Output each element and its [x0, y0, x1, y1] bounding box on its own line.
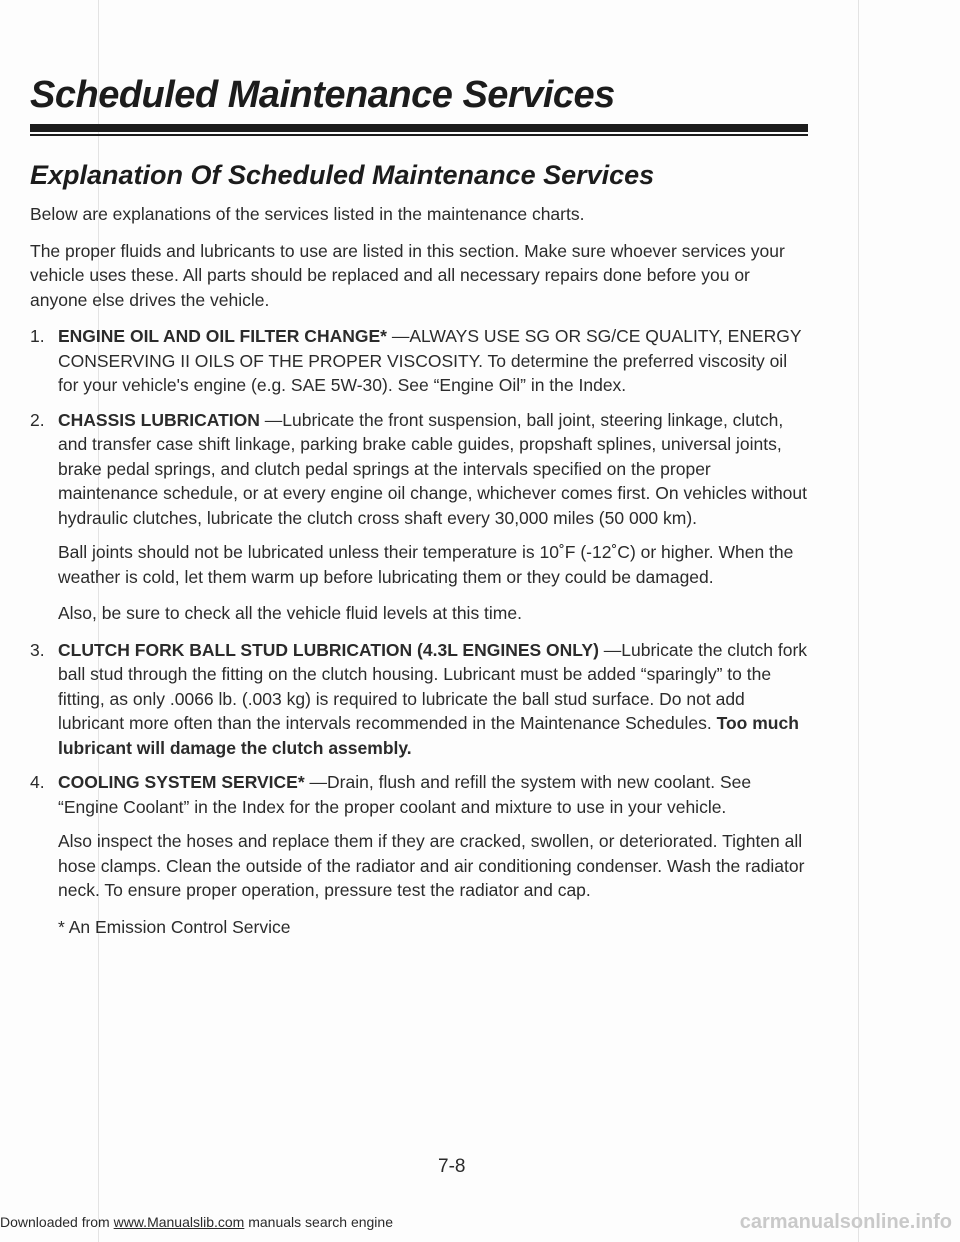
item-text: —Lubricate the clutch fork ball stud through the fitting on the clutch housing. Lubricant must be added “sparingly” to the fitting, as only .0066 lb. (.003 kg) is required to lubricate the ball stud surface. Do not add lubricant more often than the intervals recommended in the Maintenance Schedules.: [58, 639, 808, 733]
item-number: 1.: [30, 326, 45, 346]
manualslib-link[interactable]: www.Manualslib.com: [113, 1214, 245, 1230]
footnote: * An Emission Control Service: [58, 916, 291, 937]
list-item: [30, 638, 810, 761]
intro-paragraph: Below are explanations of the services listed in the maintenance charts.: [30, 204, 585, 224]
item-text: —Lubricate the front suspension, ball joint, steering linkage, clutch, and transfer case shift linkage, parking brake cable guides, propshaft splines, universal joints, brake pedal springs, and clutch pedal springs at the intervals specified on the proper maintenance schedule, or at every engine oil change, whichever comes first. On vehicles without hydraulic clutches, lubricate the clutch cross shaft every 30,000 miles (50 000 km).: [58, 409, 808, 528]
item-paragraph: Ball joints should not be lubricated unless their temperature is 10˚F (-12˚C) or higher. When the weather is cold, let them warm up before lubricating them or they could be damaged.: [58, 542, 794, 587]
item-text: —ALWAYS USE SG OR SG/CE QUALITY, ENERGY CONSERVING II OILS OF THE PROPER VISCOSITY. To determine the preferred viscosity oil for your vehicle's engine (e.g. SAE 5W-30). See “Engine Oil” in the Index.: [58, 326, 802, 395]
page-header-title: Scheduled Maintenance Services: [30, 74, 615, 116]
item-heading: CLUTCH FORK BALL STUD LUBRICATION (4.3L ENGINES ONLY): [58, 639, 599, 660]
header-rule-thick: [30, 124, 808, 132]
item-paragraph: Also inspect the hoses and replace them if they are cracked, swollen, or deteriorated. Tighten all hose clamps. Clean the outside of the radiator and air conditioning condenser. Wash the radiator neck. To ensure proper operation, pressure test the radiator and cap.: [58, 831, 805, 900]
watermark-prefix: Downloaded from: [0, 1214, 114, 1230]
page-number: 7-8: [438, 1156, 466, 1177]
section-title: Explanation Of Scheduled Maintenance Services: [30, 160, 655, 190]
list-item: [30, 324, 810, 398]
site-watermark: carmanualsonline.info: [739, 1211, 952, 1233]
list-item: [30, 770, 810, 819]
item-number: 2.: [30, 409, 45, 430]
download-watermark: [0, 1214, 393, 1230]
watermark-suffix: manuals search engine: [244, 1214, 393, 1230]
item-heading: CHASSIS LUBRICATION: [58, 409, 260, 430]
page-edge-line: [858, 0, 859, 1242]
body-content: [30, 202, 810, 951]
item-number: 4.: [30, 772, 45, 792]
header-rule-thin: [30, 134, 808, 136]
item-heading: COOLING SYSTEM SERVICE*: [58, 772, 305, 792]
item-text: —Drain, flush and refill the system with new coolant. See “Engine Coolant” in the Index for the proper coolant and mixture to use in your vehicle.: [58, 772, 752, 817]
item-heading: ENGINE OIL AND OIL FILTER CHANGE*: [58, 326, 387, 346]
item-paragraph: Also, be sure to check all the vehicle fluid levels at this time.: [58, 603, 522, 623]
intro-paragraph: The proper fluids and lubricants to use are listed in this section. Make sure whoever services your vehicle uses these. All parts should be replaced and all necessary repairs done before you or anyone else drives the vehicle.: [30, 240, 785, 310]
item-number: 3.: [30, 639, 45, 660]
item-warning: Too much lubricant will damage the clutch assembly.: [58, 713, 799, 758]
list-item: [30, 408, 810, 531]
